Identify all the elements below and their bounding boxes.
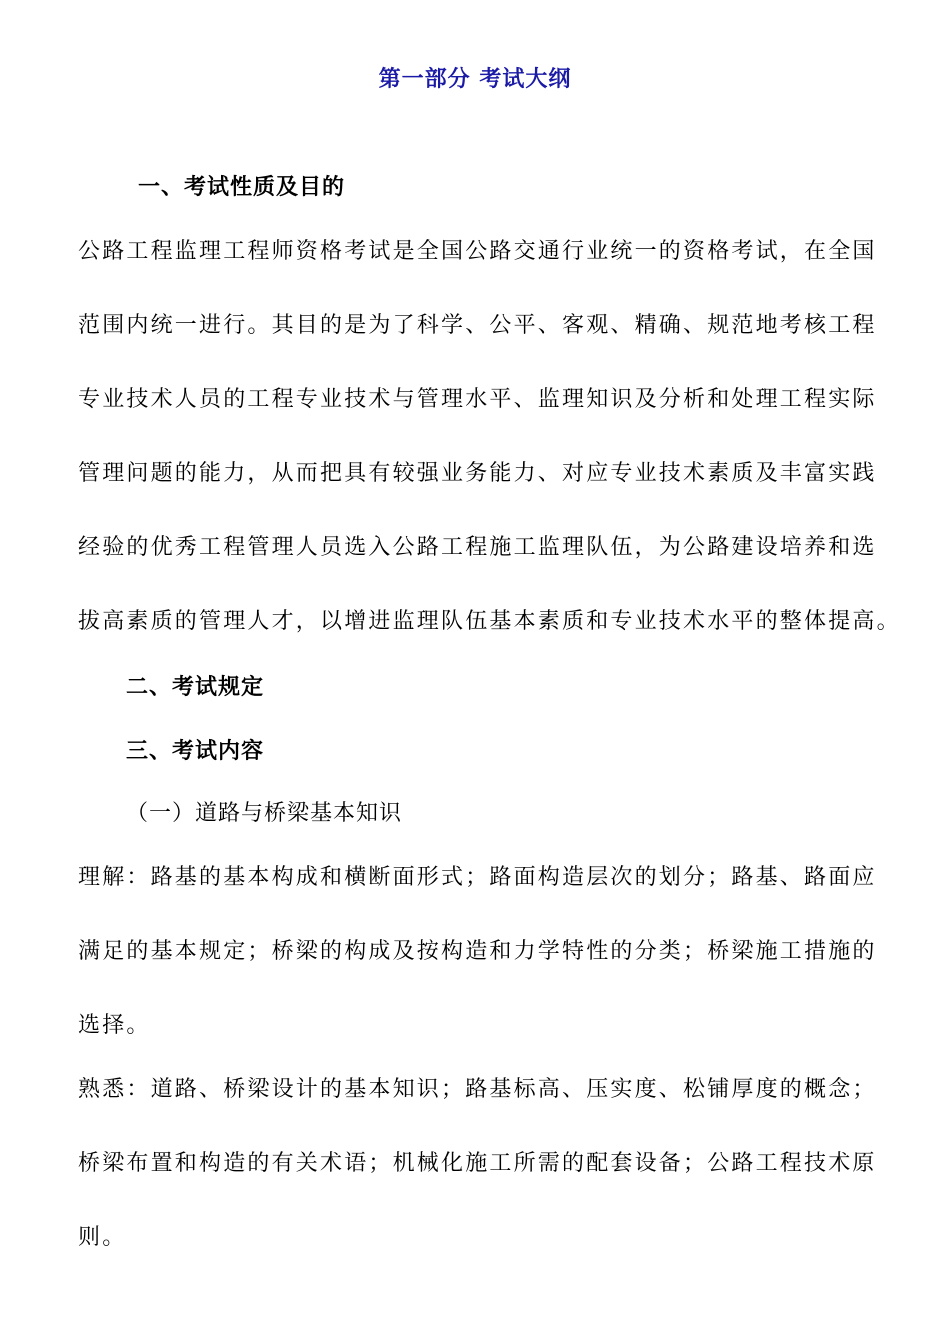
familiar-line: 桥梁布置和构造的有关术语；机械化施工所需的配套设备；公路工程技术原 bbox=[78, 1151, 877, 1176]
section-heading-nature-purpose: 一、考试性质及目的 bbox=[138, 174, 346, 200]
familiar-line: 则。 bbox=[78, 1225, 127, 1250]
familiar-line: 熟悉：道路、桥梁设计的基本知识；路基标高、压实度、松铺厚度的概念； bbox=[78, 1077, 877, 1102]
section-heading-content: 三、考试内容 bbox=[126, 738, 265, 764]
document-title: 第一部分 考试大纲 bbox=[378, 66, 572, 92]
subsection-heading-road-bridge: （一）道路与桥梁基本知识 bbox=[126, 801, 403, 826]
paragraph-line: 经验的优秀工程管理人员选入公路工程施工监理队伍，为公路建设培养和选 bbox=[78, 535, 877, 560]
understand-line: 理解：路基的基本构成和横断面形式；路面构造层次的划分；路基、路面应 bbox=[78, 865, 877, 890]
understand-line: 满足的基本规定；桥梁的构成及按构造和力学特性的分类；桥梁施工措施的 bbox=[78, 939, 877, 964]
paragraph-line: 公路工程监理工程师资格考试是全国公路交通行业统一的资格考试，在全国 bbox=[78, 239, 877, 264]
paragraph-line: 管理问题的能力，从而把具有较强业务能力、对应专业技术素质及丰富实践 bbox=[78, 461, 877, 486]
section-heading-regulations: 二、考试规定 bbox=[126, 674, 265, 700]
paragraph-line: 范围内统一进行。其目的是为了科学、公平、客观、精确、规范地考核工程 bbox=[78, 313, 877, 338]
paragraph-line: 拔高素质的管理人才，以增进监理队伍基本素质和专业技术水平的整体提高。 bbox=[78, 609, 901, 634]
paragraph-line: 专业技术人员的工程专业技术与管理水平、监理知识及分析和处理工程实际 bbox=[78, 387, 877, 412]
understand-line: 选择。 bbox=[78, 1013, 151, 1038]
